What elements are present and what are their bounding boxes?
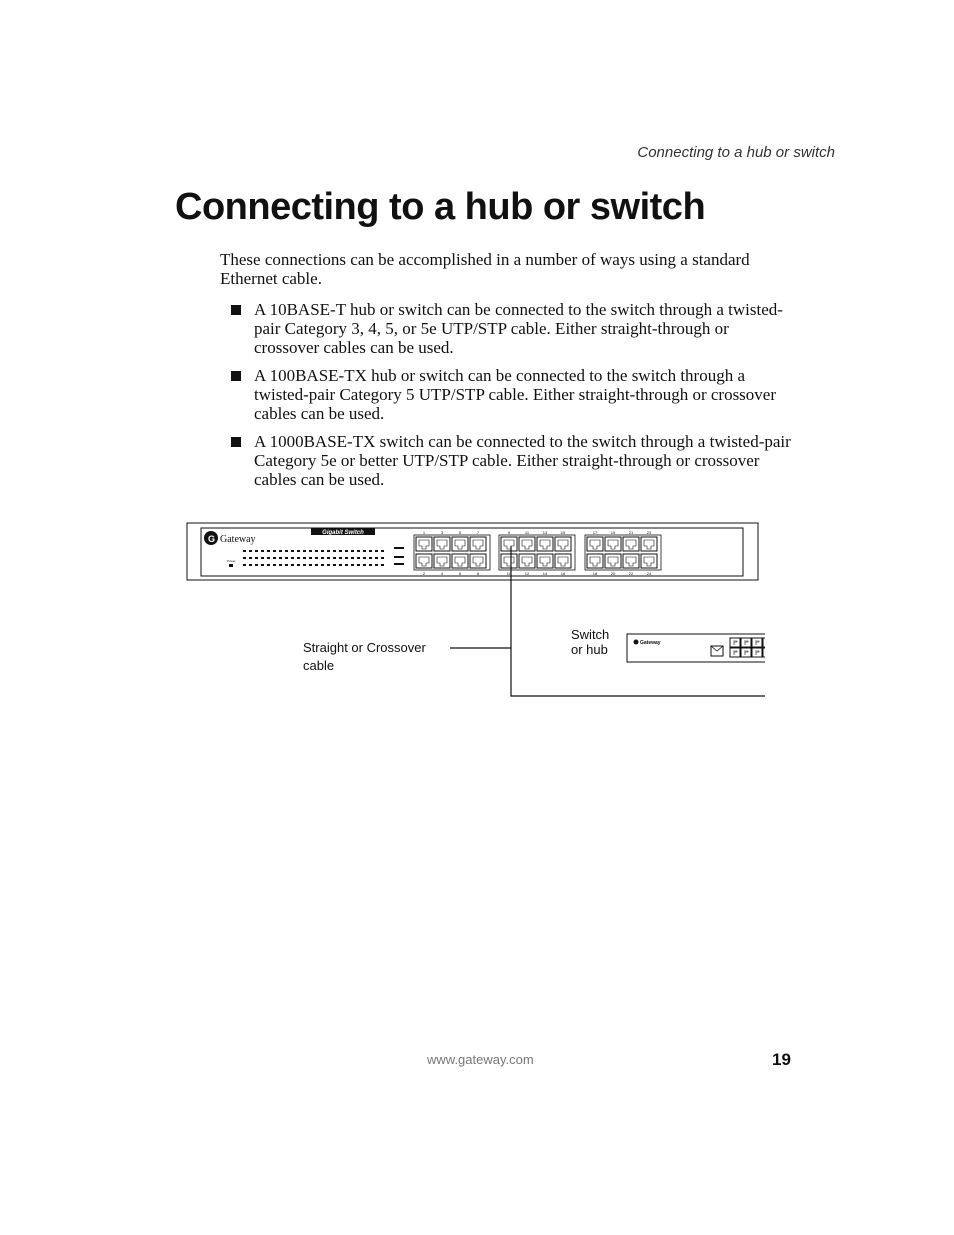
- led: [291, 564, 294, 566]
- led: [351, 550, 354, 552]
- page-title: Connecting to a hub or switch: [175, 186, 706, 228]
- led: [321, 550, 324, 552]
- led: [255, 550, 258, 552]
- rj45-port: [752, 648, 762, 657]
- led: [273, 564, 276, 566]
- led: [297, 550, 300, 552]
- led: [369, 564, 372, 566]
- page-number: 19: [772, 1050, 791, 1069]
- cable-label: Straight or Crossover: [303, 640, 426, 655]
- running-header: Connecting to a hub or switch: [637, 144, 835, 161]
- device-label: Switch: [571, 627, 610, 642]
- gateway-logo-icon: [204, 531, 218, 545]
- led: [363, 550, 366, 552]
- connection-diagram: [185, 520, 765, 705]
- power-label: Power: [227, 559, 236, 563]
- led: [357, 557, 360, 559]
- square-bullet-icon: [231, 437, 241, 447]
- led: [339, 550, 342, 552]
- rj45-port: [730, 638, 740, 647]
- model-label: Gigabit Switch: [322, 530, 364, 536]
- led: [273, 557, 276, 559]
- led: [333, 557, 336, 559]
- port-number: 13: [542, 530, 548, 535]
- gateway-logo-icon: [634, 640, 639, 645]
- port-number: 9: [507, 530, 511, 535]
- led: [279, 550, 282, 552]
- led: [351, 557, 354, 559]
- footer-url: www.gateway.com: [427, 1052, 534, 1067]
- svg-text:G: G: [208, 534, 216, 544]
- rj45-port: [730, 648, 740, 657]
- led: [381, 550, 384, 552]
- main-switch: [187, 523, 758, 580]
- device-label: or hub: [571, 642, 608, 657]
- led: [255, 564, 258, 566]
- port-number: 20: [610, 571, 616, 576]
- list-item: [220, 432, 792, 489]
- led: [303, 550, 306, 552]
- led: [369, 550, 372, 552]
- led: [243, 564, 246, 566]
- led: [297, 564, 300, 566]
- port-number: 2: [422, 571, 426, 576]
- port-number: 18: [592, 571, 598, 576]
- small-switch: [627, 634, 765, 662]
- led: [309, 550, 312, 552]
- led: [339, 557, 342, 559]
- square-bullet-icon: [231, 305, 241, 315]
- intro-paragraph: These connections can be accomplished in a number of ways using a standard Ethernet cable.: [220, 250, 750, 288]
- led: [285, 550, 288, 552]
- led: [315, 564, 318, 566]
- bullet-text: A 1000BASE-TX switch can be connected to the switch through a twisted-pair Category 5e or better UTP/STP cable. Either straight-through or crossover cables can be used.: [254, 432, 791, 489]
- led: [375, 557, 378, 559]
- led: [279, 564, 282, 566]
- small-brand: Gateway: [640, 640, 661, 646]
- rj45-port: [741, 648, 751, 657]
- led: [303, 557, 306, 559]
- led: [363, 557, 366, 559]
- led: [339, 564, 342, 566]
- led: [375, 564, 378, 566]
- led: [267, 557, 270, 559]
- led: [261, 557, 264, 559]
- square-bullet-icon: [231, 371, 241, 381]
- led: [363, 564, 366, 566]
- port-number: 7: [476, 530, 480, 535]
- rj45-port: [752, 638, 762, 647]
- port-number: 21: [628, 530, 634, 535]
- led: [279, 557, 282, 559]
- led: [321, 557, 324, 559]
- cable-label: cable: [303, 658, 335, 673]
- port-number: 19: [610, 530, 616, 535]
- port-number: 17: [592, 530, 598, 535]
- led: [261, 550, 264, 552]
- rj45-port: [763, 638, 765, 647]
- led: [327, 550, 330, 552]
- led: [249, 557, 252, 559]
- port-number: 24: [646, 571, 652, 576]
- list-item: [220, 300, 792, 357]
- led: [273, 550, 276, 552]
- list-item: [220, 366, 792, 423]
- led: [345, 550, 348, 552]
- led: [243, 550, 246, 552]
- led: [369, 557, 372, 559]
- led: [315, 550, 318, 552]
- led: [249, 550, 252, 552]
- led: [375, 550, 378, 552]
- port-number: 5: [458, 530, 462, 535]
- main-brand: Gateway: [220, 534, 256, 545]
- port-number: 8: [476, 571, 480, 576]
- bullet-list: [220, 300, 792, 498]
- led: [309, 557, 312, 559]
- bullet-text: A 100BASE-TX hub or switch can be connected to the switch through a twisted-pair Category 5 UTP/STP cable. Either straight-through or crossover cables can be used.: [254, 366, 777, 423]
- led: [261, 564, 264, 566]
- led: [291, 557, 294, 559]
- led: [315, 557, 318, 559]
- port-number: 14: [542, 571, 548, 576]
- led: [351, 564, 354, 566]
- led: [297, 557, 300, 559]
- port-number: 4: [440, 571, 444, 576]
- led: [333, 564, 336, 566]
- led: [249, 564, 252, 566]
- led: [345, 564, 348, 566]
- led: [255, 557, 258, 559]
- port-number: 12: [524, 571, 530, 576]
- bullet-text: A 10BASE-T hub or switch can be connected to the switch through a twisted-pair Category 3, 4, 5, or 5e UTP/STP cable. Either straight-through or crossover cables can be used.: [254, 300, 783, 357]
- led: [345, 557, 348, 559]
- port-number: 3: [440, 530, 444, 535]
- led: [285, 557, 288, 559]
- small-port-block: [730, 638, 765, 657]
- rj45-port: [763, 648, 765, 657]
- led: [303, 564, 306, 566]
- led: [357, 564, 360, 566]
- port-number: 22: [628, 571, 634, 576]
- led: [381, 564, 384, 566]
- port-number: 1: [422, 530, 426, 535]
- led: [267, 564, 270, 566]
- led: [291, 550, 294, 552]
- port-number: 15: [560, 530, 566, 535]
- port-number: 6: [458, 571, 462, 576]
- port-number: 11: [524, 530, 530, 535]
- led: [327, 557, 330, 559]
- led: [309, 564, 312, 566]
- led: [243, 557, 246, 559]
- port-number: 23: [646, 530, 652, 535]
- port-number: 10: [506, 571, 512, 576]
- led: [267, 550, 270, 552]
- led: [333, 550, 336, 552]
- led: [321, 564, 324, 566]
- port-number: 16: [560, 571, 566, 576]
- led: [381, 557, 384, 559]
- rj45-port: [741, 638, 751, 647]
- led: [285, 564, 288, 566]
- led: [357, 550, 360, 552]
- led: [327, 564, 330, 566]
